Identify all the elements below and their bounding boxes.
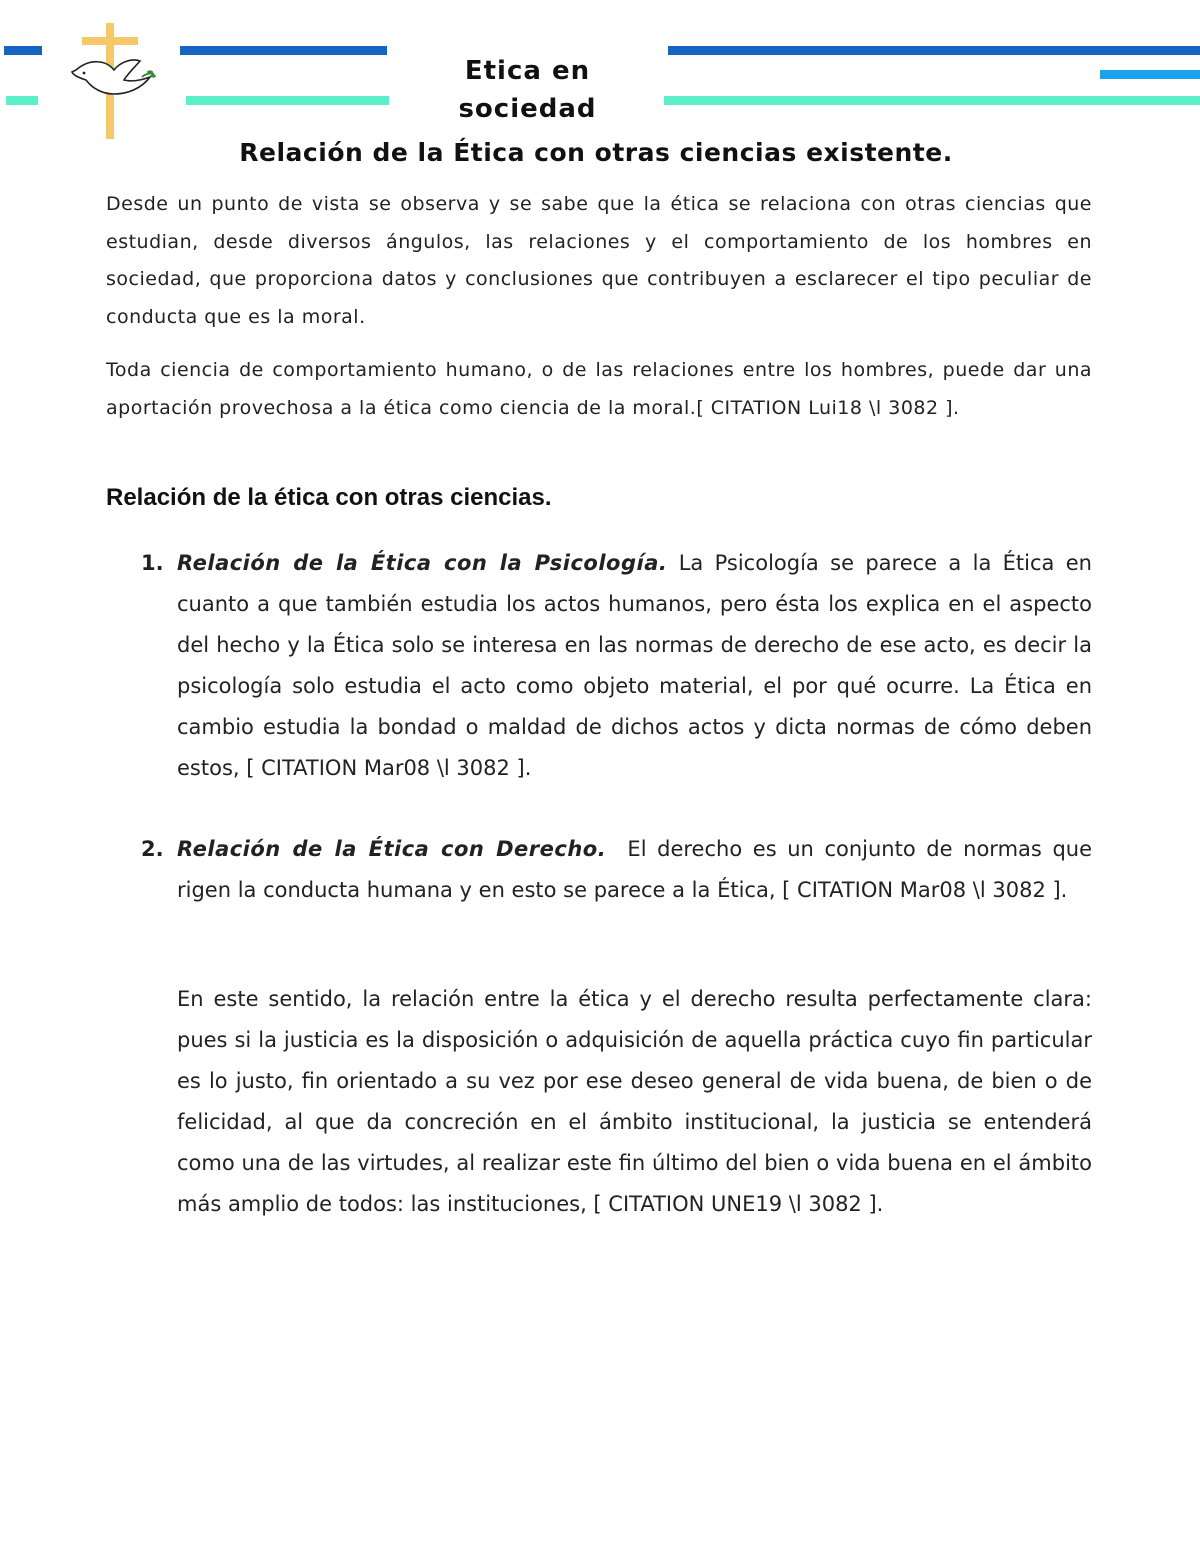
header-bar-right-top bbox=[668, 46, 1200, 55]
header-bar-right-bottom bbox=[664, 96, 1200, 105]
list-item-psychology bbox=[141, 543, 1092, 789]
second-paragraph: Toda ciencia de comportamiento humano, o de las relaciones entre los hombres, puede dar una aportación provechosa a la ética como ciencia de la moral.[ CITATION Lui18 \l 3082 ]. bbox=[106, 359, 1092, 419]
document-title: Relación de la Ética con otras ciencias existente. bbox=[239, 138, 953, 167]
list-item-text: La Psicología se parece a la Ética en cuanto a que también estudia los actos humanos, pero ésta los explica en el aspecto del hecho y la Ética solo se interesa en las normas de derecho de ese acto, es decir la psicología solo estudia el acto como objeto material, el por qué ocurre. La Ética en cambio estudia la bondad o maldad de dichos actos y dicta normas de cómo deben estos, [ CITATION Mar08 \l 3082 ]. bbox=[177, 551, 1092, 780]
section-heading: Relación de la ética con otras ciencias. bbox=[106, 484, 552, 511]
header-bar-mid-bottom bbox=[186, 96, 389, 105]
list-item-number: 2. bbox=[141, 837, 164, 861]
list-item-number: 1. bbox=[141, 551, 164, 575]
header-bar-mid-top bbox=[180, 46, 387, 55]
list-item-title: Relación de la Ética con la Psicología. bbox=[177, 551, 668, 575]
list-item-title: Relación de la Ética con Derecho. bbox=[177, 837, 607, 861]
header-title: Etica en sociedad bbox=[458, 56, 597, 124]
header-bar-left-bottom bbox=[6, 96, 38, 105]
cross-dove-logo-icon bbox=[62, 20, 162, 142]
header-bar-right-middle bbox=[1100, 70, 1200, 79]
intro-paragraph: Desde un punto de vista se observa y se sabe que la ética se relaciona con otras ciencias que estudian, desde diversos ángulos, las relaciones y el comportamiento de los hombres en sociedad, que proporciona datos y conclusiones que contribuyen a esclarecer el tipo peculiar de conducta que es la moral. bbox=[106, 193, 1092, 328]
list-item-law bbox=[141, 829, 1092, 911]
list-item-text: El derecho es un conjunto de normas que rigen la conducta humana y en esto se parece a la Ética, [ CITATION Mar08 \l 3082 ]. bbox=[177, 837, 1092, 902]
header-bar-left-top bbox=[4, 46, 42, 55]
list-item-law-continuation: En este sentido, la relación entre la ética y el derecho resulta perfectamente clara: pues si la justicia es la disposición o adquisición de aquella práctica cuyo fin particular es lo justo, fin orientado a su vez por ese deseo general de vida buena, de bien o de felicidad, al que da concreción en el ámbito institucional, la justicia se entenderá como una de las virtudes, al realizar este fin último del bien o vida buena en el ámbito más amplio de todos: las instituciones, [ CITATION UNE19 \l 3082 ]. bbox=[177, 987, 1092, 1216]
